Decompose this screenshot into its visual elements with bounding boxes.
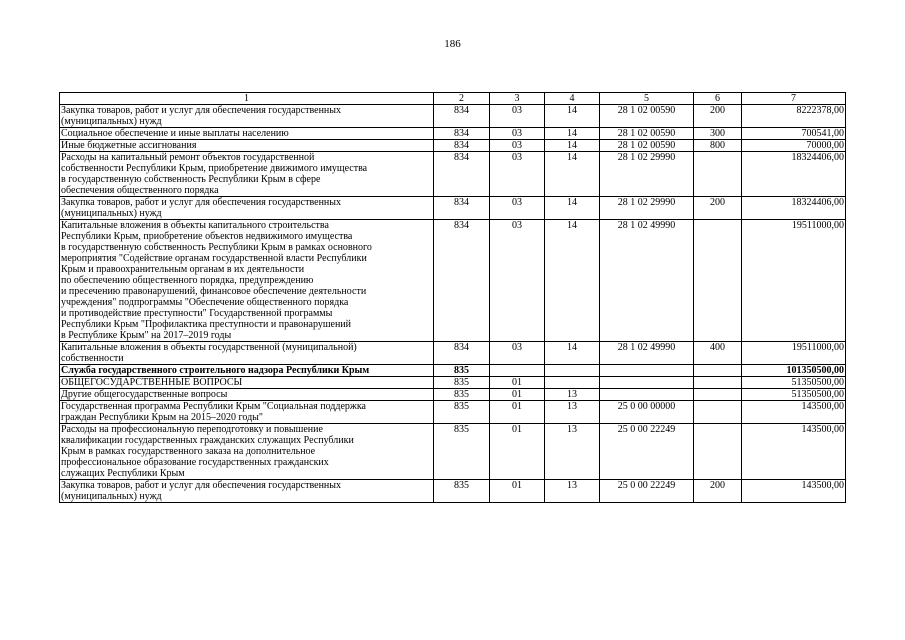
item-name-cell: ОБЩЕГОСУДАРСТВЕННЫЕ ВОПРОСЫ <box>60 377 434 389</box>
amount-cell: 70000,00 <box>742 140 846 152</box>
department-code-cell: 835 <box>434 389 490 401</box>
amount-cell: 143500,00 <box>742 401 846 424</box>
item-name-cell: Закупка товаров, работ и услуг для обеспечения государственных (муниципальных) нужд <box>60 105 434 128</box>
department-code-cell: 834 <box>434 128 490 140</box>
item-name-cell: Другие общегосударственные вопросы <box>60 389 434 401</box>
expense-type-cell <box>694 424 742 480</box>
expense-type-cell: 200 <box>694 480 742 503</box>
table-row <box>60 342 846 365</box>
header-cell: 6 <box>694 93 742 105</box>
expense-type-cell <box>694 401 742 424</box>
subsection-code-cell: 14 <box>545 128 600 140</box>
subsection-code-cell: 14 <box>545 105 600 128</box>
table-row <box>60 220 846 342</box>
subsection-code-cell: 14 <box>545 342 600 365</box>
expense-type-cell: 200 <box>694 105 742 128</box>
header-cell: 7 <box>742 93 846 105</box>
section-code-cell: 01 <box>490 480 545 503</box>
section-code-cell: 03 <box>490 152 545 197</box>
table-row <box>60 389 846 401</box>
expense-type-cell <box>694 220 742 342</box>
department-code-cell: 835 <box>434 365 490 377</box>
table-row <box>60 105 846 128</box>
table-row <box>60 480 846 503</box>
header-cell: 1 <box>60 93 434 105</box>
item-name-cell: Закупка товаров, работ и услуг для обеспечения государственных (муниципальных) нужд <box>60 480 434 503</box>
section-code-cell: 03 <box>490 197 545 220</box>
subsection-code-cell: 13 <box>545 401 600 424</box>
header-row <box>60 93 846 105</box>
amount-cell: 18324406,00 <box>742 152 846 197</box>
budget-table <box>59 92 846 503</box>
subsection-code-cell <box>545 365 600 377</box>
subsection-code-cell <box>545 377 600 389</box>
target-article-cell: 28 1 02 00590 <box>600 140 694 152</box>
target-article-cell: 28 1 02 29990 <box>600 152 694 197</box>
target-article-cell: 25 0 00 22249 <box>600 424 694 480</box>
section-code-cell: 03 <box>490 342 545 365</box>
subsection-code-cell: 14 <box>545 220 600 342</box>
expense-type-cell: 400 <box>694 342 742 365</box>
item-name-cell: Социальное обеспечение и иные выплаты населению <box>60 128 434 140</box>
target-article-cell: 28 1 02 00590 <box>600 105 694 128</box>
subsection-code-cell: 13 <box>545 424 600 480</box>
table-row <box>60 424 846 480</box>
section-code-cell: 03 <box>490 140 545 152</box>
item-name-cell: Расходы на капитальный ремонт объектов государственной собственности Республики Крым, приобретение движимого имущества в государственную собственность Республики Крым в сфере обеспечения общественного порядка <box>60 152 434 197</box>
department-code-cell: 834 <box>434 342 490 365</box>
section-code-cell: 01 <box>490 401 545 424</box>
amount-cell: 51350500,00 <box>742 389 846 401</box>
amount-cell: 19511000,00 <box>742 342 846 365</box>
department-code-cell: 835 <box>434 377 490 389</box>
table-row <box>60 197 846 220</box>
subsection-code-cell: 13 <box>545 389 600 401</box>
target-article-cell <box>600 377 694 389</box>
department-code-cell: 835 <box>434 401 490 424</box>
target-article-cell <box>600 389 694 401</box>
expense-type-cell: 200 <box>694 197 742 220</box>
section-code-cell: 03 <box>490 105 545 128</box>
expense-type-cell <box>694 377 742 389</box>
expense-type-cell: 300 <box>694 128 742 140</box>
item-name-cell: Закупка товаров, работ и услуг для обеспечения государственных (муниципальных) нужд <box>60 197 434 220</box>
section-code-cell: 01 <box>490 377 545 389</box>
department-code-cell: 835 <box>434 424 490 480</box>
section-code-cell: 03 <box>490 128 545 140</box>
item-name-cell: Иные бюджетные ассигнования <box>60 140 434 152</box>
section-code-cell: 03 <box>490 220 545 342</box>
item-name-cell: Расходы на профессиональную переподготовку и повышение квалификации государственных гражданских служащих Республики Крым в рамках государственного заказа на дополнительное профессиональное образование государственных гражданских служащих Республики Крым <box>60 424 434 480</box>
item-name-cell: Государственная программа Республики Крым "Социальная поддержка граждан Республики Крым на 2015–2020 годы" <box>60 401 434 424</box>
section-code-cell <box>490 365 545 377</box>
table-row <box>60 128 846 140</box>
section-code-cell: 01 <box>490 389 545 401</box>
expense-type-cell: 800 <box>694 140 742 152</box>
section-code-cell: 01 <box>490 424 545 480</box>
table-row <box>60 377 846 389</box>
item-name-cell: Капитальные вложения в объекты капитального строительства Республики Крым, приобретение объектов недвижимого имущества в государственную собственность Республики Крым в рамках основного мероприятия "Содействие органам государственной власти Республики Крым и правоохранительным органам в их деятельности по обеспечению общественного порядка, предупреждению и пресечению правонарушений, финансовое обеспечение деятельности учреждения" подпрограммы "Обеспечение общественного порядка и противодействие преступности" Государственной программы Республики Крым "Профилактика преступности и правонарушений в Республике Крым" на 2017–2019 годы <box>60 220 434 342</box>
target-article-cell: 28 1 02 49990 <box>600 220 694 342</box>
amount-cell: 18324406,00 <box>742 197 846 220</box>
target-article-cell: 28 1 02 00590 <box>600 128 694 140</box>
expense-type-cell <box>694 389 742 401</box>
page-number: 186 <box>444 38 461 50</box>
department-code-cell: 834 <box>434 105 490 128</box>
target-article-cell: 25 0 00 22249 <box>600 480 694 503</box>
department-code-cell: 835 <box>434 480 490 503</box>
header-cell: 5 <box>600 93 694 105</box>
amount-cell: 51350500,00 <box>742 377 846 389</box>
table-row <box>60 365 846 377</box>
target-article-cell: 28 1 02 49990 <box>600 342 694 365</box>
header-cell: 3 <box>490 93 545 105</box>
table-body <box>60 105 846 503</box>
header-cell: 2 <box>434 93 490 105</box>
amount-cell: 143500,00 <box>742 480 846 503</box>
subsection-code-cell: 13 <box>545 480 600 503</box>
item-name-cell: Капитальные вложения в объекты государственной (муниципальной) собственности <box>60 342 434 365</box>
department-code-cell: 834 <box>434 220 490 342</box>
header-cell: 4 <box>545 93 600 105</box>
amount-cell: 101350500,00 <box>742 365 846 377</box>
subsection-code-cell: 14 <box>545 140 600 152</box>
table-row <box>60 401 846 424</box>
table-row <box>60 140 846 152</box>
subsection-code-cell: 14 <box>545 197 600 220</box>
target-article-cell: 25 0 00 00000 <box>600 401 694 424</box>
department-code-cell: 834 <box>434 197 490 220</box>
department-code-cell: 834 <box>434 152 490 197</box>
amount-cell: 143500,00 <box>742 424 846 480</box>
amount-cell: 700541,00 <box>742 128 846 140</box>
department-code-cell: 834 <box>434 140 490 152</box>
item-name-cell: Служба государственного строительного надзора Республики Крым <box>60 365 434 377</box>
target-article-cell: 28 1 02 29990 <box>600 197 694 220</box>
amount-cell: 8222378,00 <box>742 105 846 128</box>
target-article-cell <box>600 365 694 377</box>
subsection-code-cell: 14 <box>545 152 600 197</box>
amount-cell: 19511000,00 <box>742 220 846 342</box>
table-row <box>60 152 846 197</box>
expense-type-cell <box>694 365 742 377</box>
expense-type-cell <box>694 152 742 197</box>
